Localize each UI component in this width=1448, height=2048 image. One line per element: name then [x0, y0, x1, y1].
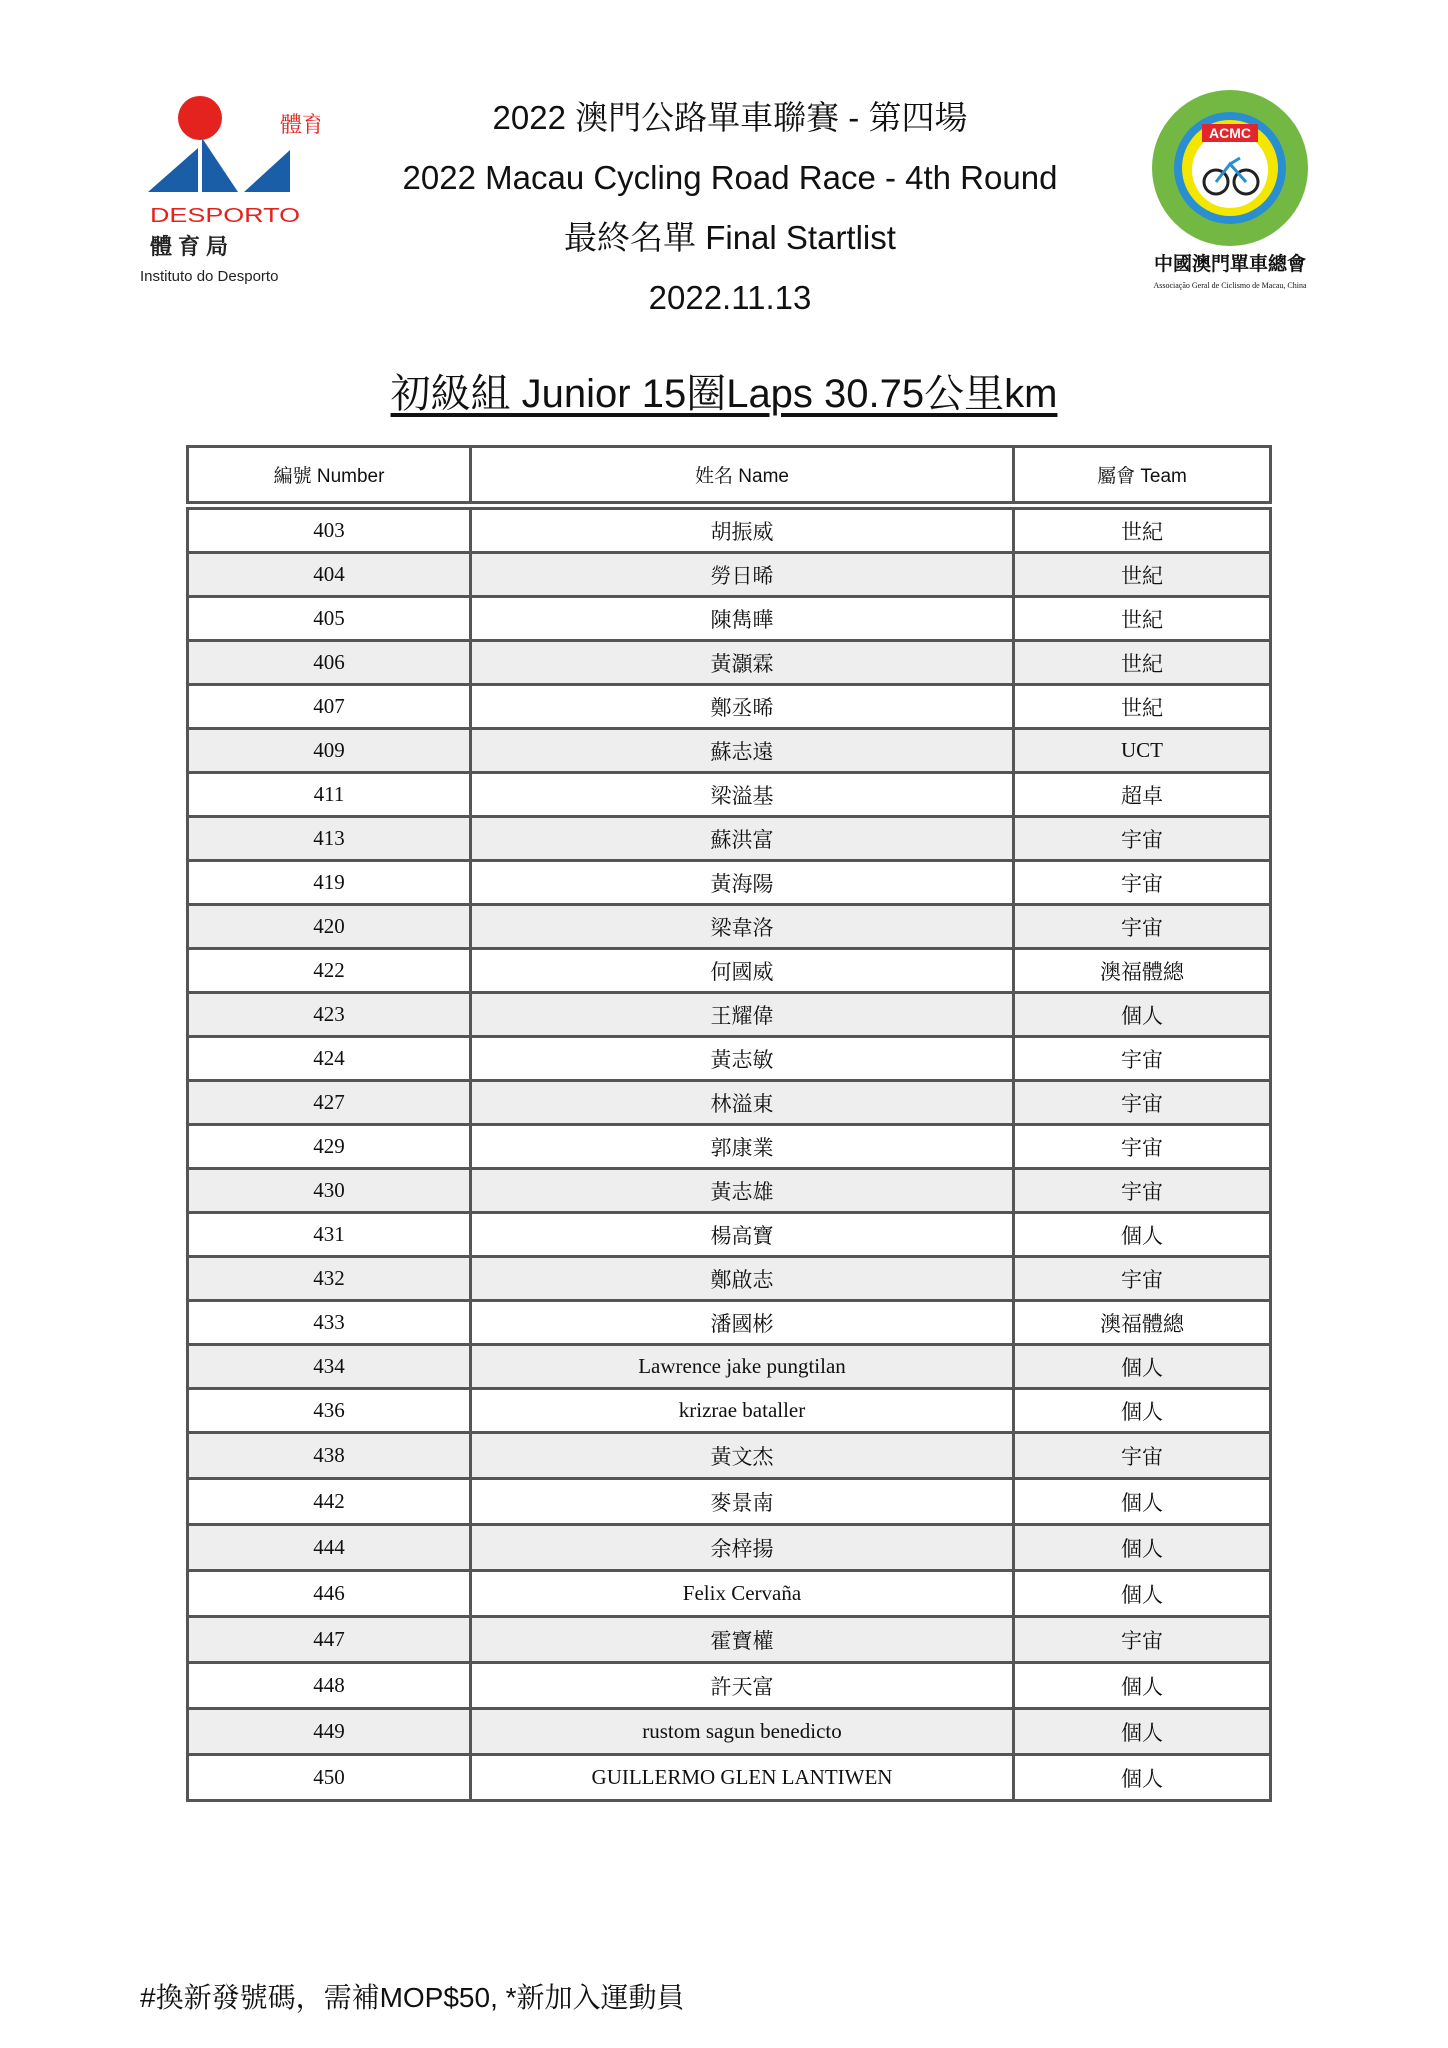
rider-number-cell: 446: [188, 1571, 471, 1617]
table-row: [188, 1169, 1271, 1213]
right-blue-shape: [244, 150, 290, 192]
rider-team-cell: 宇宙: [1014, 817, 1271, 861]
rider-name-cell: 梁溢基: [471, 773, 1014, 817]
rider-team-cell: 宇宙: [1014, 1169, 1271, 1213]
table-row: [188, 1125, 1271, 1169]
rider-name-cell: 黃志敏: [471, 1037, 1014, 1081]
rider-team-cell: 個人: [1014, 1755, 1271, 1801]
rider-name-cell: 霍寶權: [471, 1617, 1014, 1663]
table-row: [188, 641, 1271, 685]
left-blue-triangle: [148, 148, 198, 192]
title-line-english: 2022 Macau Cycling Road Race - 4th Round: [402, 159, 1058, 196]
red-sun-shape: [178, 96, 222, 140]
rider-name-cell: krizrae bataller: [471, 1389, 1014, 1433]
rider-number-cell: 405: [188, 597, 471, 641]
rider-number-cell: 406: [188, 641, 471, 685]
table-row: [188, 1525, 1271, 1571]
rider-number-cell: 442: [188, 1479, 471, 1525]
rider-name-cell: 鄭啟志: [471, 1257, 1014, 1301]
rider-team-cell: 世紀: [1014, 597, 1271, 641]
rider-team-cell: 澳福體總: [1014, 949, 1271, 993]
center-blue-shape: [202, 138, 238, 192]
rider-name-cell: 黃灝霖: [471, 641, 1014, 685]
table-row: [188, 1037, 1271, 1081]
title-line-startlist: 最終名單 Final Startlist: [564, 219, 896, 256]
rider-name-cell: 黃文杰: [471, 1433, 1014, 1479]
table-row: [188, 1571, 1271, 1617]
table-row: [188, 773, 1271, 817]
rider-name-cell: 陳雋曄: [471, 597, 1014, 641]
acmc-chinese: 中國澳門單車總會: [1153, 253, 1307, 275]
column-header-name: 姓名 Name: [471, 447, 1014, 503]
rider-team-cell: 澳福體總: [1014, 1301, 1271, 1345]
rider-team-cell: 宇宙: [1014, 1257, 1271, 1301]
rider-team-cell: 世紀: [1014, 509, 1271, 553]
rider-team-cell: 宇宙: [1014, 1617, 1271, 1663]
footer-note: #換新發號碼，需補MOP$50, *新加入運動員: [140, 1982, 685, 2013]
rider-number-cell: 409: [188, 729, 471, 773]
rider-team-cell: 個人: [1014, 1525, 1271, 1571]
table-row: [188, 685, 1271, 729]
table-row: [188, 597, 1271, 641]
page-header: [0, 0, 1448, 330]
rider-number-cell: 430: [188, 1169, 471, 1213]
table-row: [188, 1257, 1271, 1301]
rider-number-cell: 420: [188, 905, 471, 949]
rider-number-cell: 449: [188, 1709, 471, 1755]
rider-team-cell: 個人: [1014, 993, 1271, 1037]
rider-name-cell: 王耀偉: [471, 993, 1014, 1037]
rider-name-cell: 許天富: [471, 1663, 1014, 1709]
rider-name-cell: 楊高寶: [471, 1213, 1014, 1257]
table-row: [188, 1617, 1271, 1663]
rider-name-cell: 蘇志遠: [471, 729, 1014, 773]
rider-team-cell: 宇宙: [1014, 861, 1271, 905]
table-row: [188, 553, 1271, 597]
column-header-team: 屬會 Team: [1014, 447, 1271, 503]
rider-name-cell: 梁韋洛: [471, 905, 1014, 949]
rider-name-cell: 鄭丞晞: [471, 685, 1014, 729]
startlist-table: [186, 445, 1272, 1802]
rider-name-cell: 何國威: [471, 949, 1014, 993]
table-row: [188, 949, 1271, 993]
acmc-seal-icon: [1148, 86, 1338, 296]
rider-team-cell: 世紀: [1014, 685, 1271, 729]
rider-number-cell: 448: [188, 1663, 471, 1709]
rider-number-cell: 403: [188, 509, 471, 553]
rider-name-cell: Lawrence jake pungtilan: [471, 1345, 1014, 1389]
rider-number-cell: 422: [188, 949, 471, 993]
rider-team-cell: 宇宙: [1014, 905, 1271, 949]
rider-name-cell: 余梓揚: [471, 1525, 1014, 1571]
rider-number-cell: 436: [188, 1389, 471, 1433]
table-row: [188, 1301, 1271, 1345]
rider-name-cell: 胡振威: [471, 509, 1014, 553]
desporto-logo: [140, 92, 320, 292]
desporto-chinese: 體育局: [150, 235, 235, 260]
rider-name-cell: 勞日晞: [471, 553, 1014, 597]
vertical-text-top: 體育: [280, 113, 320, 138]
rider-number-cell: 433: [188, 1301, 471, 1345]
rider-team-cell: 個人: [1014, 1479, 1271, 1525]
rider-number-cell: 404: [188, 553, 471, 597]
rider-team-cell: 個人: [1014, 1389, 1271, 1433]
table-row: [188, 817, 1271, 861]
rider-team-cell: 個人: [1014, 1345, 1271, 1389]
rider-number-cell: 447: [188, 1617, 471, 1663]
rider-team-cell: 世紀: [1014, 641, 1271, 685]
table-row: [188, 1081, 1271, 1125]
rider-name-cell: 蘇洪富: [471, 817, 1014, 861]
acmc-portuguese: Associação Geral de Ciclismo de Macau, China: [1153, 281, 1307, 290]
rider-number-cell: 438: [188, 1433, 471, 1479]
rider-team-cell: 個人: [1014, 1663, 1271, 1709]
rider-name-cell: 潘國彬: [471, 1301, 1014, 1345]
rider-name-cell: 郭康業: [471, 1125, 1014, 1169]
rider-team-cell: 個人: [1014, 1709, 1271, 1755]
table-row: [188, 729, 1271, 773]
table-row: [188, 1389, 1271, 1433]
rider-number-cell: 429: [188, 1125, 471, 1169]
rider-name-cell: Felix Cervaña: [471, 1571, 1014, 1617]
table-row: [188, 905, 1271, 949]
rider-team-cell: 宇宙: [1014, 1433, 1271, 1479]
desporto-portuguese: Instituto do Desporto: [140, 268, 279, 285]
table-row: [188, 1709, 1271, 1755]
table-row: [188, 1433, 1271, 1479]
rider-team-cell: UCT: [1014, 729, 1271, 773]
rider-number-cell: 411: [188, 773, 471, 817]
rider-name-cell: 麥景南: [471, 1479, 1014, 1525]
table-row: [188, 1213, 1271, 1257]
rider-number-cell: 444: [188, 1525, 471, 1571]
table-row: [188, 1663, 1271, 1709]
desporto-logo-icon: [140, 92, 320, 292]
acmc-badge-text: ACMC: [1209, 125, 1251, 141]
table-row: [188, 1345, 1271, 1389]
rider-team-cell: 宇宙: [1014, 1125, 1271, 1169]
rider-number-cell: 423: [188, 993, 471, 1037]
rider-number-cell: 427: [188, 1081, 471, 1125]
seal-inner-circle: [1192, 132, 1268, 208]
rider-number-cell: 432: [188, 1257, 471, 1301]
table-row: [188, 993, 1271, 1037]
table-row: [188, 861, 1271, 905]
table-row: [188, 1755, 1271, 1801]
column-header-number: 編號 Number: [188, 447, 471, 503]
rider-name-cell: 林溢東: [471, 1081, 1014, 1125]
rider-name-cell: 黃志雄: [471, 1169, 1014, 1213]
title-block: [360, 88, 1100, 328]
rider-name-cell: GUILLERMO GLEN LANTIWEN: [471, 1755, 1014, 1801]
table-row: [188, 1479, 1271, 1525]
table-body: [188, 509, 1271, 1801]
desporto-wordmark: DESPORTO: [150, 205, 300, 227]
rider-name-cell: 黃海陽: [471, 861, 1014, 905]
rider-name-cell: rustom sagun benedicto: [471, 1709, 1014, 1755]
category-title: 初級組 Junior 15圈Laps 30.75公里km: [390, 372, 1058, 416]
acmc-logo: [1148, 86, 1338, 296]
rider-team-cell: 宇宙: [1014, 1037, 1271, 1081]
title-line-chinese: 2022 澳門公路單車聯賽 - 第四場: [492, 99, 968, 136]
rider-team-cell: 個人: [1014, 1571, 1271, 1617]
rider-number-cell: 434: [188, 1345, 471, 1389]
table-row: [188, 509, 1271, 553]
rider-number-cell: 450: [188, 1755, 471, 1801]
rider-number-cell: 407: [188, 685, 471, 729]
rider-team-cell: 宇宙: [1014, 1081, 1271, 1125]
title-line-date: 2022.11.13: [648, 279, 812, 316]
rider-team-cell: 超卓: [1014, 773, 1271, 817]
rider-number-cell: 431: [188, 1213, 471, 1257]
rider-number-cell: 419: [188, 861, 471, 905]
rider-team-cell: 個人: [1014, 1213, 1271, 1257]
rider-team-cell: 世紀: [1014, 553, 1271, 597]
table-header-row: [188, 447, 1271, 503]
rider-number-cell: 413: [188, 817, 471, 861]
rider-number-cell: 424: [188, 1037, 471, 1081]
